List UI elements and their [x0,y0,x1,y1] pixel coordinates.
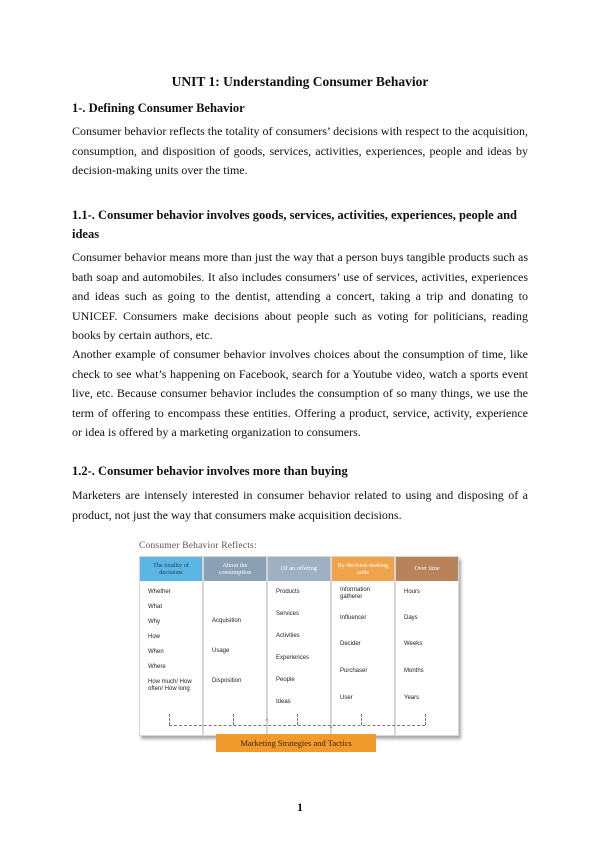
column-item: People [276,677,295,683]
figure-column-decision-units [331,556,395,736]
column-header: The totality of decisions [140,557,202,581]
paragraph-definition: Consumer behavior reflects the totality of consumers’ decisions with respect to the acquisition, consumption, and disposition of goods, services, activities, experiences, people and ideas by decision-making units over the time. [72,124,528,177]
column-item: Disposition [212,678,242,684]
column-item: Services [276,611,300,617]
up-arrow-icon: ⌃ [264,718,270,726]
figure-column-decisions [139,556,203,736]
column-item: User [340,695,353,701]
column-item: Acquisition [212,618,242,624]
connector-line [425,714,426,725]
paragraph-offerings-2: Another example of consumer behavior involves choices about the consumption of time, like check to see what’s happening on Facebook, search for a Youtube video, watch a sports event live, etc. Because consumer behavior includes the consumption of so many things, we use the term of offering to encompass these entities. Offering a product, service, activity, experience or idea is offered by a marketing organization to consumers. [72,347,528,439]
page-number: 1 [297,800,303,814]
column-item: Years [404,695,420,701]
column-header: About the consumption [204,557,266,581]
figure-column-consumption [203,556,267,736]
down-arrow-icon: ⌄ [328,722,334,730]
figure-column-over-time [395,556,459,736]
unit-title: UNIT 1: Understanding Consumer Behavior [171,74,429,89]
section-heading-buying: 1.2-. Consumer behavior involves more than buying [72,464,348,478]
figure-title: Consumer Behavior Reflects: [139,541,257,551]
column-header: Over time [396,557,458,581]
section-heading-defining: 1-. Defining Consumer Behavior [72,101,245,115]
column-item: How much/ How often/ How long [148,679,192,692]
figure-column-offering [267,556,331,736]
paragraph-offerings-1: Consumer behavior means more than just the way that a person buys tangible products such as bath soap and automobiles. It also includes consumers’ use of services, activities, experiences and ideas such as going to the dentist, attending a concert, taking a trip and donating to UNICEF. Consumers make decisions about people such as voting for politicians, reading books by certain authors, etc. [72,250,528,342]
column-item: Influencer [340,615,367,621]
column-item: When [148,649,164,655]
column-header: Of an offering [268,557,330,581]
connector-line [361,714,362,725]
connector-line [169,714,170,725]
column-item: Why [148,619,160,625]
paragraph-buying: Marketers are intensely interested in consumer behavior related to using and disposing of a product, not just the way that consumers make acquisition decisions. [72,488,528,522]
connector-line [169,725,425,726]
column-item: Weeks [404,641,423,647]
column-item: Where [148,664,166,670]
marketing-strategies-box: Marketing Strategies and Tactics [216,734,376,752]
section-heading-offerings: 1.1-. Consumer behavior involves goods, services, activities, experiences, people and ideas [72,208,517,241]
column-item: Whether [148,589,171,595]
column-item: Ideas [276,699,291,705]
column-item: Products [276,589,300,595]
column-item: What [148,604,163,610]
connector-line [233,714,234,725]
consumer-behavior-figure [133,538,469,756]
column-item: Information gatherer [340,587,371,600]
column-item: Hours [404,589,421,595]
column-item: Purchaser [340,668,368,674]
column-header: By decision-making units [332,557,394,581]
connector-line [297,714,298,725]
column-item: Usage [212,648,230,654]
column-item: Activities [276,633,300,639]
column-item: Days [404,615,418,621]
column-item: Months [404,668,424,674]
column-item: Decider [340,641,361,647]
column-item: Experiences [276,655,310,661]
column-item: How [148,634,161,640]
